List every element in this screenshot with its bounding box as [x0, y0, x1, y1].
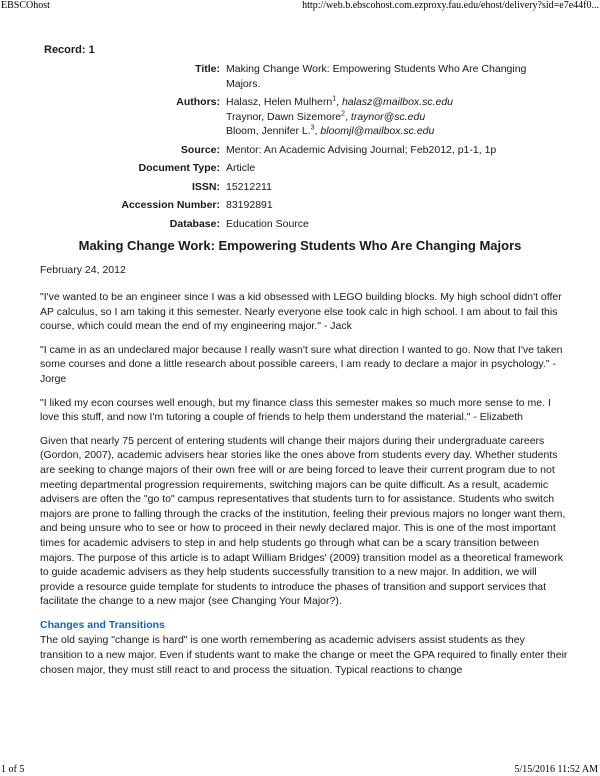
meta-key-title: Title:	[195, 63, 220, 75]
body-paragraph: The old saying "change is hard" is one worth remembering as academic advisers assist students as they transition to a new major. Even if students want to make the change or meet the GPA required to finally enter their chosen major, they must still react to and process the situation. Typical reactions to change	[40, 634, 568, 676]
meta-val-title: Making Change Work: Empowering Students Who Are Changing Majors.	[226, 63, 527, 90]
print-header-site: EBSCOhost	[1, 0, 50, 11]
author-affiliation: 3	[310, 124, 315, 132]
body-paragraph: Given that nearly 75 percent of entering students will change their majors during their undergraduate careers (Gordon, 2007), academic advisers hear stories like the ones above from students every day. Whether students are seeking to change majors of their own free will or are being forced to leave their current program due to not meeting departmental progression requirements, switching majors can be quite difficult. As a result, academic advisers are often the "go to" campus representatives that students turn to for assistance. Students who switch majors are prone to falling through the cracks of the institution, feeling their previous majors no longer want them, and being unsure who to see or how to proceed in their newly declared major. This is one of the most important times for academic advisers to step in and help students go through what can be a scary transition between majors. The purpose of this article is to adapt William Bridges' (2009) transition model as a theoretical framework to guide academic advisers as they help students successfully transition to a new major. In addition, we will provide a resource guide template for students to introduce the phases of transition and support services that facilitate the change to a new major (see Changing Your Major?).	[40, 434, 566, 608]
meta-key-source: Source:	[180, 143, 220, 156]
meta-val-source: Mentor: An Academic Advising Journal; Feb2012, p1-1, 1p	[226, 143, 497, 156]
print-header-url: http://web.b.ebscohost.com.ezproxy.fau.edu/ehost/delivery?sid=e7e44f0...	[302, 0, 599, 11]
meta-val-document-type: Article	[226, 162, 256, 174]
meta-row-authors	[40, 95, 560, 139]
author-line: Halasz, Helen Mulhern$^1$, halasz@mailbox.sc.edu	[226, 95, 454, 108]
author-email-link[interactable]: bloomjl@mailbox.sc.edu	[320, 125, 435, 137]
print-header	[0, 0, 600, 16]
author-name: Bloom, Jennifer L.	[226, 125, 311, 137]
quote-paragraph: "I've wanted to be an engineer since I was a kid obsessed with LEGO building blocks. My high school didn't offer AP calculus, so I am taking it this semester. Nearly everyone else took calc in high school. I am about to fail this course, which could mean the end of my engineering major." - Jack	[40, 291, 562, 333]
meta-row-source	[40, 143, 560, 158]
meta-val-database: Education Source	[226, 217, 309, 230]
author-name: Halasz, Helen Mulhern	[226, 96, 333, 108]
meta-key-database: Database:	[169, 217, 220, 230]
author-affiliation: 2	[341, 110, 346, 117]
author-email-link[interactable]: halasz@mailbox.sc.edu	[341, 96, 454, 108]
author-name: Traynor, Dawn Sizemore	[226, 110, 342, 123]
print-footer	[0, 762, 600, 776]
meta-row-issn	[40, 180, 560, 195]
author-affiliation: 1	[332, 95, 337, 103]
meta-val-accession-number: 83192891	[226, 199, 273, 211]
article-title: Making Change Work: Empowering Students Who Are Changing Majors	[78, 238, 522, 253]
quote-paragraph: "I came in as an undeclared major because I really wasn't sure what direction I wanted to go. Now that I've taken some courses and done a little research about possible careers, I am ready to declare a major in psychology." - Jorge	[40, 343, 563, 385]
meta-row-document-type	[40, 161, 560, 176]
meta-row-accession-number	[40, 198, 560, 213]
meta-key-issn: ISSN:	[191, 180, 220, 193]
quote-paragraph: "I liked my econ courses well enough, but my finance class this semester makes so much more sense to me. I love this stuff, and now I'm tutoring a couple of friends to help them understand the material." - Elizabeth	[40, 396, 551, 424]
meta-row-title	[40, 62, 560, 91]
meta-val-authors	[226, 95, 560, 139]
meta-key-authors: Authors:	[176, 96, 220, 108]
record-label: Record: 1	[44, 44, 95, 56]
section-heading: Changes and Transitions	[40, 618, 165, 631]
article-body	[40, 290, 570, 686]
record-metadata	[40, 62, 560, 235]
meta-key-document-type: Document Type:	[138, 162, 220, 174]
author-email-link[interactable]: traynor@sc.edu	[350, 110, 426, 123]
print-timestamp: 5/15/2016 11:52 AM	[514, 764, 598, 775]
page-number: 1 of 5	[1, 764, 25, 775]
article-date: February 24, 2012	[40, 264, 126, 276]
meta-key-accession-number: Accession Number:	[121, 199, 220, 211]
author-line: Traynor, Dawn Sizemore$^2$, traynor@sc.edu	[226, 110, 426, 123]
meta-val-issn: 15212211	[226, 180, 272, 193]
author-line: Bloom, Jennifer L.$^3$, bloomjl@mailbox.sc.edu	[226, 124, 435, 137]
meta-row-database	[40, 217, 560, 232]
